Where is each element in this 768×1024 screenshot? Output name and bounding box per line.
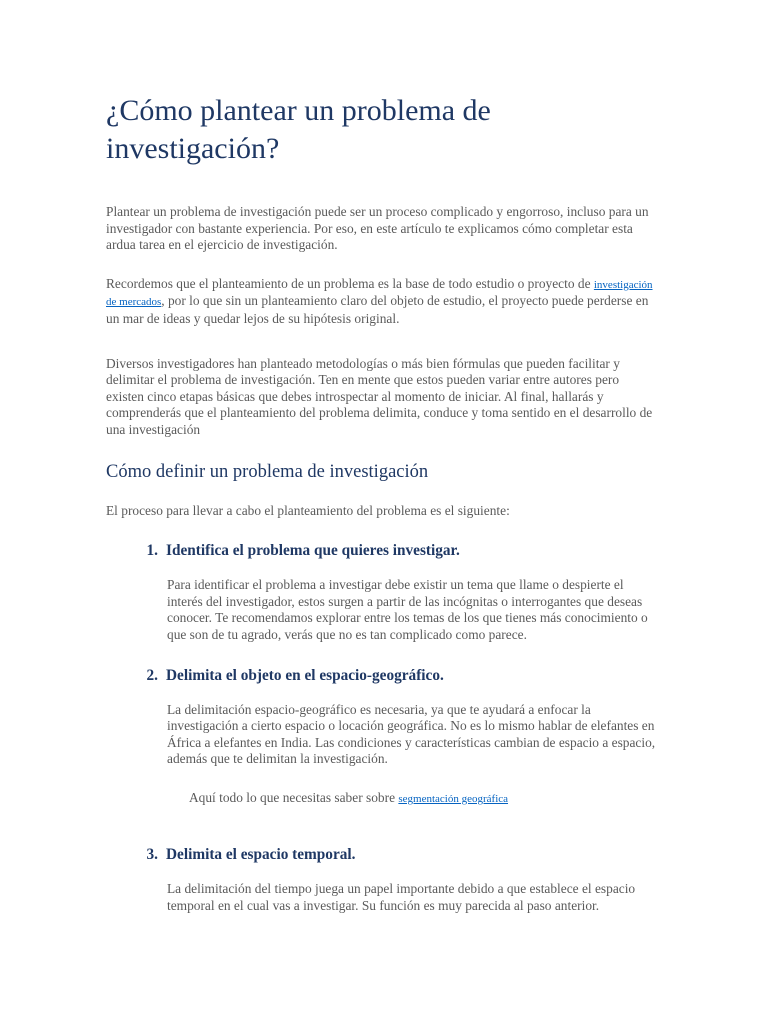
paragraph-text: Recordemos que el planteamiento de un problema es la base de todo estudio o proyecto de xyxy=(106,275,594,291)
related-note xyxy=(189,790,660,808)
step-body: Para identificar el problema a investigar debe existir un tema que llame o despierte el interés del investigador, estos surgen a partir de las incógnitas o interrogantes que deseas conocer. Te recomendamos explorar entre los temas de los que tienes más conocimiento o que son de tu agrado, verás que no es tan complicado como parece. xyxy=(167,577,648,642)
step-heading xyxy=(106,666,660,686)
paragraph-metodologias: Diversos investigadores han planteado metodologías o más bien fórmulas que pueden facilitar y delimitar el problema de investigación. Ten en mente que estos pueden variar entre autores pero existen cinco etapas básicas que debes introspectar al momento de iniciar. Al final, hallarás y comprenderás que el planteamiento del problema delimita, conduce y toma sentido en el desarrollo de una investigación xyxy=(106,355,653,437)
steps-list xyxy=(106,541,660,915)
step-title: Delimita el objeto en el espacio-geográfico. xyxy=(166,666,444,684)
paragraph-text: , por lo que sin un planteamiento claro del objeto de estudio, el proyecto puede perderse en un mar de ideas y quedar lejos de su hipótesis original. xyxy=(106,293,649,326)
note-text: Aquí todo lo que necesitas saber sobre xyxy=(189,789,399,805)
step-number: 3. xyxy=(146,846,158,864)
step-number: 2. xyxy=(146,666,158,684)
step-title: Identifica el problema que quieres investigar. xyxy=(166,542,460,560)
step-title: Delimita el espacio temporal. xyxy=(166,846,356,864)
step-body: La delimitación espacio-geográfico es necesaria, ya que te ayudará a enfocar la investigación a cierto espacio o locación geográfica. No es lo mismo hablar de elefantes en África a elefantes en India. Las condiciones y características cambian de espacio a espacio, además que te delimitan la investigación. xyxy=(167,701,656,767)
step-body: La delimitación del tiempo juega un papel importante debido a que establece el espacio temporal en el cual vas a investigar. Su función es muy parecida al paso anterior. xyxy=(167,881,636,914)
step-heading xyxy=(106,541,660,561)
intro-paragraph: Plantear un problema de investigación puede ser un proceso complicado y engorroso, incluso para un investigador con bastante experiencia. Por eso, en este artículo te explicamos cómo completar esta ardua tarea en el ejercicio de investigación. xyxy=(106,204,649,253)
list-item xyxy=(106,541,660,643)
link-segmentacion-geografica[interactable]: segmentación geográfica xyxy=(398,792,509,805)
list-item xyxy=(106,845,660,914)
section-intro: El proceso para llevar a cabo el planteamiento del problema es el siguiente: xyxy=(106,502,510,518)
list-item xyxy=(106,666,660,808)
step-heading xyxy=(106,845,660,865)
link-investigacion-mercados[interactable]: investigación de mercados xyxy=(106,278,653,309)
paragraph-planteamiento xyxy=(106,276,660,328)
section-heading: Cómo definir un problema de investigación xyxy=(106,461,429,482)
step-number: 1. xyxy=(146,542,158,560)
page-title: ¿Cómo plantear un problema de investigación? xyxy=(106,94,491,165)
